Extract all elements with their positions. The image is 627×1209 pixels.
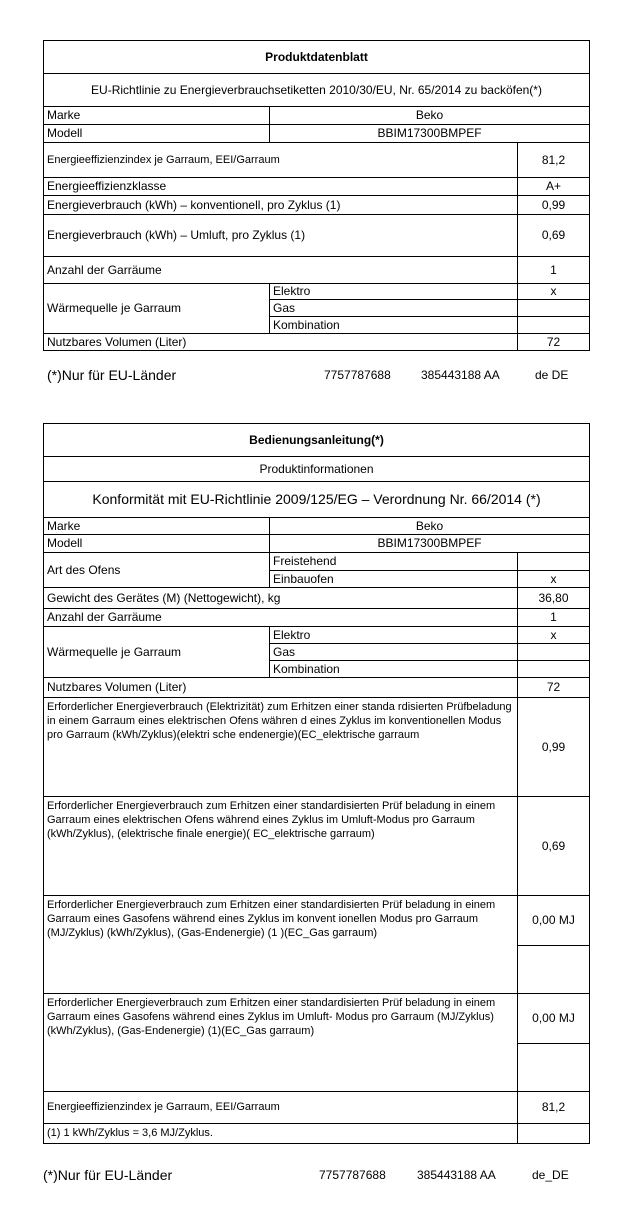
footer1-locale: de DE — [535, 368, 569, 382]
sheet1-cavities-label: Anzahl der Garräume — [44, 257, 518, 284]
footer2-note: (*)Nur für EU-Länder — [43, 1167, 173, 1183]
sheet1-heat-combi-value — [518, 317, 590, 334]
sheet1-model-value-cell: BBIM17300BMPEF — [270, 125, 590, 143]
sheet1-heat-electric: Elektro — [270, 284, 518, 300]
sheet2-type-free-value — [518, 553, 590, 571]
sheet2-ec-gas-fan-empty — [518, 1044, 590, 1092]
sheet2-heat-label: Wärmequelle je Garraum — [44, 627, 270, 678]
sheet2-ec-gas-conv-label: Erforderlicher Energieverbrauch zum Erhitzen einer standardisierten Prüf beladung in einem Garraum eines Gasofens während eines Zyklus im konvent ionellen Modus pro Garraum (MJ/Zyklus) (kWh/Zyklus), (Gas-Endenergie) (1 )(EC_Gas garraum) — [44, 896, 518, 994]
sheet2-ec-el-fan-value: 0,69 — [518, 797, 590, 896]
sheet1-brand-value-cell: Beko — [270, 107, 590, 125]
sheet2-ec-el-conv-value: 0,99 — [518, 698, 590, 797]
sheet2-ec-el-conv-label: Erforderlicher Energieverbrauch (Elektrizität) zum Erhitzen einer standa rdisierten Prüfbeladung in einem Garraum eines elektrischen Ofens währen d eines Zyklus im konventionellen Modus pro Garraum (kWh/Zyklus)(elektri sche endenergie)(EC_elektrische garraum — [44, 698, 518, 797]
sheet2-volume-label: Nutzbares Volumen (Liter) — [44, 678, 518, 698]
sheet1-cons-conv-label: Energieverbrauch (kWh) – konventionell, pro Zyklus (1) — [44, 196, 518, 215]
sheet2-ec-gas-fan-value: 0,00 MJ — [518, 994, 590, 1044]
sheet2-heat-gas-value — [518, 644, 590, 661]
sheet2-cavities-value: 1 — [518, 609, 590, 627]
sheet2-footnote-empty — [518, 1124, 590, 1144]
footer2-locale: de_DE — [532, 1168, 569, 1182]
footer1-code1: 7757787688 — [324, 368, 391, 382]
footer2-code2: 385443188 AA — [417, 1168, 496, 1182]
footer1-note: (*)Nur für EU-Länder — [47, 367, 177, 383]
sheet2-conformity: Konformität mit EU-Richtlinie 2009/125/EG – Verordnung Nr. 66/2014 (*) — [44, 482, 590, 518]
sheet2-type-built-value: x — [518, 571, 590, 588]
sheet1-eei-label: Energieeffizienzindex je Garraum, EEI/Garraum — [44, 143, 518, 178]
sheet1-class-value: A+ — [518, 178, 590, 196]
sheet2-heat-electric: Elektro — [270, 627, 518, 644]
sheet2-ec-el-fan-label: Erforderlicher Energieverbrauch zum Erhitzen einer standardisierten Prüf beladung in einem Garraum eines elektrischen Ofens während eines Zyklus im Umluft-Modus pro Garraum (kWh/Zyklus), (elektrische finale energie)( EC_elektrische garraum) — [44, 797, 518, 896]
product-data-sheet-body — [43, 40, 590, 351]
sheet1-brand-label-cell: Marke — [44, 107, 270, 125]
sheet2-footnote: (1) 1 kWh/Zyklus = 3,6 MJ/Zyklus. — [44, 1124, 518, 1144]
sheet2-ec-gas-fan-label: Erforderlicher Energieverbrauch zum Erhitzen einer standardisierten Prüf beladung in einem Garraum eines Gasofens während eines Zyklus im Umluft- Modus pro Garraum (MJ/Zyklus) (kWh/Zyklus), (Gas-Endenergie) (1)(EC_Gas garraum) — [44, 994, 518, 1092]
footer1-code2: 385443188 AA — [421, 368, 500, 382]
sheet1-class-label: Energieeffizienzklasse — [44, 178, 518, 196]
sheet2-type-free: Freistehend — [270, 553, 518, 571]
sheet2-eei-value: 81,2 — [518, 1092, 590, 1124]
sheet2-subtitle: Produktinformationen — [44, 457, 590, 482]
sheet1-title-cell: Produktdatenblatt — [44, 41, 590, 74]
sheet2-type-label: Art des Ofens — [44, 553, 270, 588]
sheet1-heat-combi: Kombination — [270, 317, 518, 334]
sheet1-volume-value: 72 — [518, 334, 590, 351]
sheet2-heat-combi-value — [518, 661, 590, 678]
sheet1-heat-label: Wärmequelle je Garraum — [44, 284, 270, 334]
sheet1-heat-electric-value: x — [518, 284, 590, 300]
sheet2-cavities-label: Anzahl der Garräume — [44, 609, 518, 627]
sheet1-cons-fan-label: Energieverbrauch (kWh) – Umluft, pro Zyklus (1) — [44, 215, 518, 257]
sheet1-eei-value: 81,2 — [518, 143, 590, 178]
footer2-code1: 7757787688 — [319, 1168, 386, 1182]
sheet2-eei-label: Energieeffizienzindex je Garraum, EEI/Garraum — [44, 1092, 518, 1124]
sheet2-volume-value: 72 — [518, 678, 590, 698]
sheet2-title: Bedienungsanleitung(*) — [44, 424, 590, 457]
sheet2-ec-gas-conv-value: 0,00 MJ — [518, 896, 590, 946]
sheet2-brand-value: Beko — [270, 518, 590, 535]
sheet2-ec-gas-conv-empty — [518, 946, 590, 994]
sheet1-volume-label: Nutzbares Volumen (Liter) — [44, 334, 518, 351]
sheet1-heat-gas: Gas — [270, 300, 518, 317]
sheet2-model-value: BBIM17300BMPEF — [270, 535, 590, 553]
sheet2-type-built: Einbauofen — [270, 571, 518, 588]
sheet2-brand-label: Marke — [44, 518, 270, 535]
sheet1-directive-cell: EU-Richtlinie zu Energieverbrauchsetiketten 2010/30/EU, Nr. 65/2014 zu backöfen(*) — [44, 74, 590, 107]
sheet2-heat-electric-value: x — [518, 627, 590, 644]
sheet1-cons-fan-value: 0,69 — [518, 215, 590, 257]
sheet2-weight-value: 36,80 — [518, 588, 590, 609]
sheet1-model-label-cell: Modell — [44, 125, 270, 143]
sheet1-cons-conv-value: 0,99 — [518, 196, 590, 215]
sheet2-weight-label: Gewicht des Gerätes (M) (Nettogewicht), kg — [44, 588, 518, 609]
sheet2-heat-combi: Kombination — [270, 661, 518, 678]
sheet1-cavities-value: 1 — [518, 257, 590, 284]
sheet1-heat-gas-value — [518, 300, 590, 317]
sheet2-heat-gas: Gas — [270, 644, 518, 661]
instruction-sheet — [43, 423, 590, 1144]
sheet2-model-label: Modell — [44, 535, 270, 553]
